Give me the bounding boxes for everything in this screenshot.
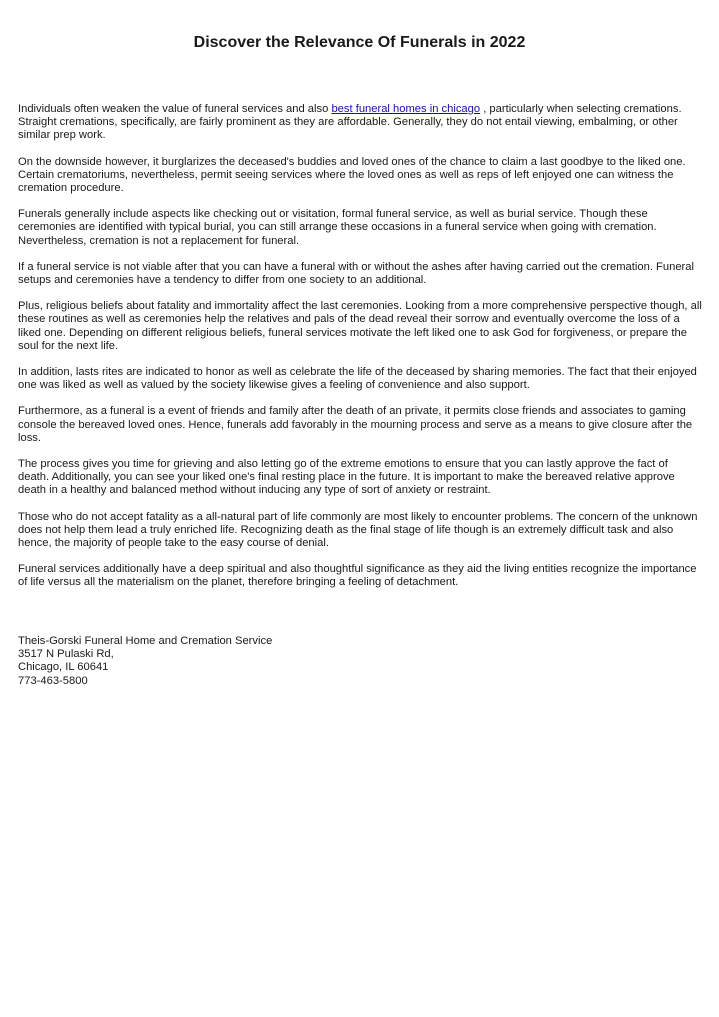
paragraph-9: Those who do not accept fatality as a all-natural part of life commonly are most likely to encounter problems. The concern of the unknown does not help them lead a truly enriched life. Recognizing death as the final stage of life though is an extremely difficult task and also hence, the majority of people take to the easy course of denial.	[18, 510, 698, 550]
paragraph-8: The process gives you time for grieving and also letting go of the extreme emotions to ensure that you can lastly approve the fact of death. Additionally, you can see your liked one's final resting place in the future. It is important to make the bereaved relative approve death in a healthy and balanced method without inducing any type of sort of anxiety or restraint.	[18, 458, 675, 497]
paragraph-1-lead: Individuals often weaken the value of funeral services and also	[18, 103, 332, 115]
paragraph-10: Funeral services additionally have a deep spiritual and also thoughtful significance as they aid the living entities recognize the importance of life versus all the materialism on the planet, therefore bringing a feeling of detachment.	[18, 563, 697, 589]
article-body	[18, 103, 702, 603]
city-state-zip: Chicago, IL 60641	[18, 661, 109, 674]
best-funeral-homes-link[interactable]: best funeral homes in chicago	[331, 103, 481, 115]
paragraph-1-rest: , particularly when selecting cremations. Straight cremations, specifically, are fairly prominent as they are affordable. Generally, they do not entail viewing, embalming, or other similar prep work.	[18, 103, 682, 142]
paragraph-6: In addition, lasts rites are indicated to honor as well as celebrate the life of the deceased by sharing memories. The fact that their enjoyed one was liked as well as valued by the society likewise gives a feeling of convenience and also support.	[18, 366, 697, 392]
paragraph-7: Furthermore, as a funeral is a event of friends and family after the death of an private, it permits close friends and associates to gaming console the bereaved loved ones. Hence, funerals add favorably in the mourning process and serve as a means to give closure after the loss.	[18, 405, 693, 444]
business-address	[18, 635, 418, 688]
paragraph-4: If a funeral service is not viable after that you can have a funeral with or without the ashes after having carried out the cremation. Funeral setups and ceremonies have a tendency to differ from one society to an additional.	[18, 260, 694, 287]
page-title: Discover the Relevance Of Funerals in 2022	[193, 34, 526, 51]
business-name: Theis-Gorski Funeral Home and Cremation Service	[18, 635, 273, 647]
paragraph-2: On the downside however, it burglarizes the deceased's buddies and loved ones of the chance to claim a last goodbye to the liked one. Certain crematoriums, nevertheless, permit seeing services where the loved ones as well as reps of left enjoyed one can witness the cremation procedure.	[18, 155, 686, 195]
paragraph-5: Plus, religious beliefs about fatality and immortality affect the last ceremonies. Looking from a more comprehensive perspective though, all these routines as well as ceremonies help the relatives and pals of the dead reveal their sorrow and eventually overcome the loss of a liked one. Depending on different religious beliefs, funeral services motivate the left liked one to ask God for forgiveness, or prepare the soul for the next life.	[18, 300, 702, 352]
paragraph-3: Funerals generally include aspects like checking out or visitation, formal funeral service, as well as burial service. Though these ceremonies are identified with typical burial, you can still arrange these occasions in a funeral service when going with cremation. Nevertheless, cremation is not a replacement for funeral.	[18, 208, 657, 247]
street-address: 3517 N Pulaski Rd,	[18, 648, 114, 661]
phone-number: 773-463-5800	[18, 674, 88, 687]
paragraph-1	[18, 103, 702, 143]
